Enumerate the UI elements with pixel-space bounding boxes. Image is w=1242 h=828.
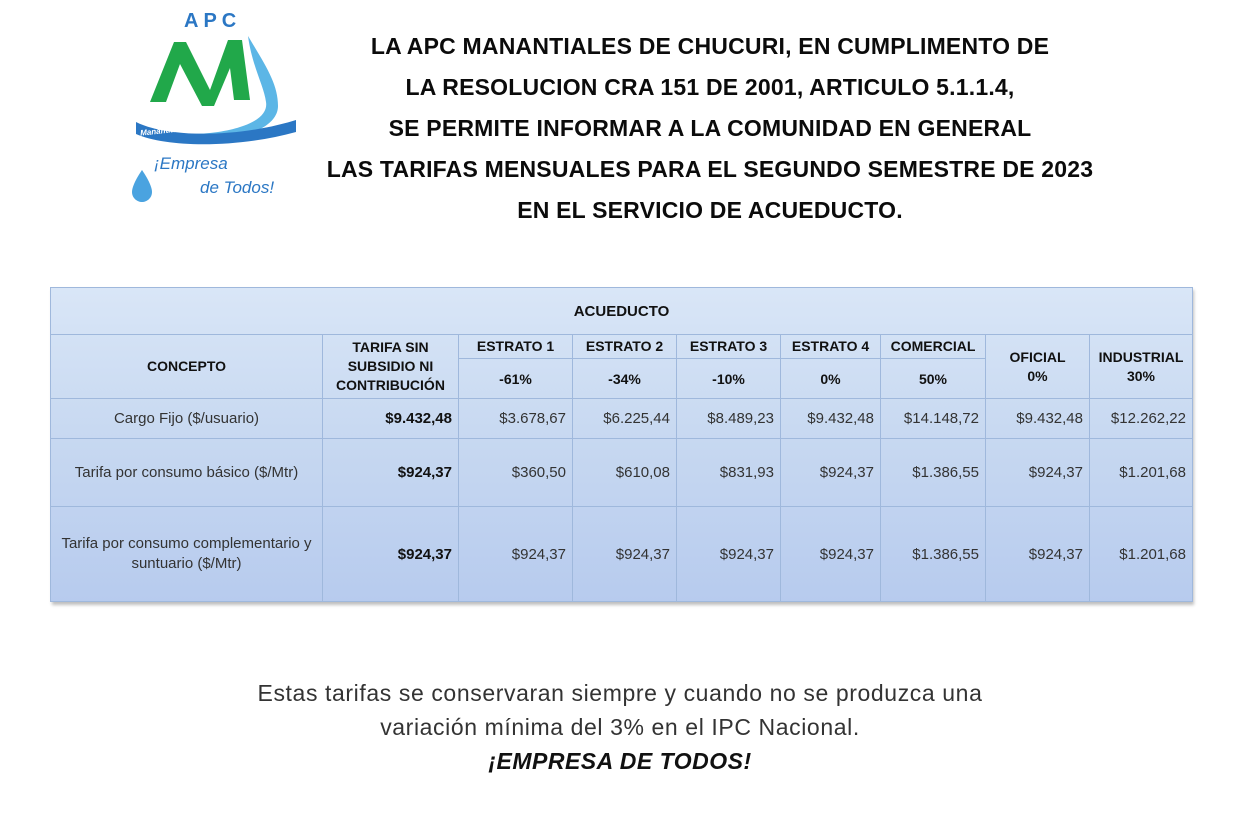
header-comercial: COMERCIAL (881, 335, 986, 359)
tariff-table (50, 287, 1193, 602)
cell-value: $831,93 (677, 439, 781, 507)
logo-slogan-line2: de Todos! (200, 178, 275, 197)
cell-value: $1.386,55 (881, 439, 986, 507)
header-estrato-2-pct: -34% (573, 359, 677, 399)
table-title: ACUEDUCTO (51, 288, 1193, 335)
table-row (51, 399, 1193, 439)
heading-line: LA RESOLUCION CRA 151 DE 2001, ARTICULO 5.1.1.4, (405, 74, 1015, 100)
header-estrato-3: ESTRATO 3 (677, 335, 781, 359)
footer-slogan: ¡EMPRESA DE TODOS! (488, 748, 752, 774)
heading-line: LAS TARIFAS MENSUALES PARA EL SEGUNDO SEMESTRE DE 2023 (326, 156, 1094, 182)
row-concept: Tarifa por consumo básico ($/Mtr) (51, 439, 323, 507)
header-industrial (1090, 335, 1193, 399)
cell-value: $924,37 (573, 507, 677, 602)
cell-value: $1.386,55 (881, 507, 986, 602)
row-concept: Tarifa por consumo complementario y suntuario ($/Mtr) (51, 507, 323, 602)
cell-value: $924,37 (677, 507, 781, 602)
cell-value: $924,37 (781, 439, 881, 507)
logo-acronym: APC (184, 10, 242, 32)
cell-value: $14.148,72 (881, 399, 986, 439)
cell-value: $8.489,23 (677, 399, 781, 439)
header-estrato-4: ESTRATO 4 (781, 335, 881, 359)
cell-value: $3.678,67 (459, 399, 573, 439)
header-estrato-1: ESTRATO 1 (459, 335, 573, 359)
header-concepto: CONCEPTO (51, 335, 323, 399)
heading-line: SE PERMITE INFORMAR A LA COMUNIDAD EN GENERAL (388, 115, 1032, 141)
cell-value: $924,37 (986, 439, 1090, 507)
heading-line: EN EL SERVICIO DE ACUEDUCTO. (517, 197, 903, 223)
footer-note (120, 676, 1120, 778)
logo-m-shape (150, 40, 250, 106)
footer-line-1: Estas tarifas se conservaran siempre y cuando no se produzca una (257, 680, 983, 706)
table-row (51, 439, 1193, 507)
cell-value: $1.201,68 (1090, 507, 1193, 602)
cell-value: $610,08 (573, 439, 677, 507)
tariff-table-container (50, 287, 1192, 602)
cell-value: $1.201,68 (1090, 439, 1193, 507)
header-oficial-label: OFICIAL (1009, 348, 1066, 365)
logo-graphic (128, 6, 308, 206)
header-estrato-1-pct: -61% (459, 359, 573, 399)
logo-band-text: Manantiales de Chucuri (139, 119, 231, 138)
cell-value: $9.432,48 (323, 399, 459, 439)
logo-drop-icon (132, 170, 152, 202)
row-concept: Cargo Fijo ($/usuario) (51, 399, 323, 439)
cell-value: $924,37 (323, 439, 459, 507)
header-estrato-4-pct: 0% (781, 359, 881, 399)
cell-value: $9.432,48 (781, 399, 881, 439)
header-tarifa-sin-subsidio: TARIFA SIN SUBSIDIO NI CONTRIBUCIÓN (323, 335, 459, 399)
header-estrato-2: ESTRATO 2 (573, 335, 677, 359)
cell-value: $12.262,22 (1090, 399, 1193, 439)
cell-value: $924,37 (781, 507, 881, 602)
cell-value: $6.225,44 (573, 399, 677, 439)
cell-value: $9.432,48 (986, 399, 1090, 439)
cell-value: $360,50 (459, 439, 573, 507)
heading-line: LA APC MANANTIALES DE CHUCURI, EN CUMPLIMENTO DE (370, 33, 1050, 59)
cell-value: $924,37 (986, 507, 1090, 602)
logo-slogan-line1: ¡Empresa (154, 154, 228, 173)
announcement-heading (290, 26, 1130, 231)
cell-value: $924,37 (459, 507, 573, 602)
header-oficial (986, 335, 1090, 399)
header-oficial-pct: 0% (1027, 367, 1048, 384)
header-comercial-pct: 50% (881, 359, 986, 399)
footer-line-2: variación mínima del 3% en el IPC Nacional. (380, 714, 860, 740)
header-estrato-3-pct: -10% (677, 359, 781, 399)
header-industrial-pct: 30% (1126, 367, 1156, 384)
table-row (51, 507, 1193, 602)
cell-value: $924,37 (323, 507, 459, 602)
header-industrial-label: INDUSTRIAL (1098, 348, 1184, 365)
company-logo (128, 6, 308, 206)
